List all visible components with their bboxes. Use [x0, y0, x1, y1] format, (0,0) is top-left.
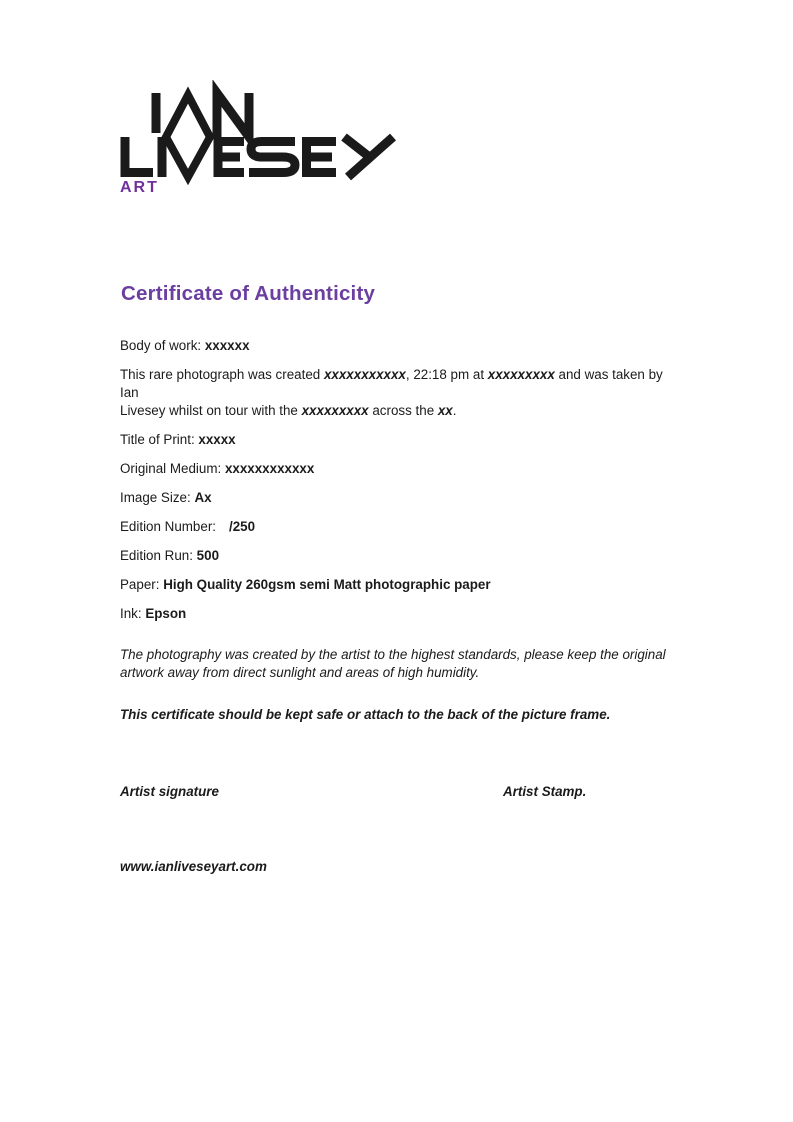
intro-text: across the — [368, 403, 438, 418]
field-image-size — [120, 489, 677, 507]
field-body-of-work — [120, 337, 677, 355]
placeholder-location: xxxxxxxxx — [487, 367, 555, 382]
intro-text: This rare photograph was created — [120, 367, 324, 382]
field-label: Body of work: — [120, 338, 205, 353]
logo-letter-e2 — [307, 142, 337, 173]
website-url: www.ianliveseyart.com — [120, 859, 267, 874]
care-note-line2: artwork away from direct sunlight and areas of high humidity. — [120, 665, 480, 680]
field-edition-number — [120, 518, 677, 536]
care-note-line1: The photography was created by the artist to the highest standards, please keep the original — [120, 647, 666, 662]
signature-row — [120, 783, 677, 801]
field-label: Edition Number: — [120, 519, 217, 534]
placeholder-date: xxxxxxxxxxx — [323, 367, 406, 382]
field-label: Ink: — [120, 606, 146, 621]
field-label: Title of Print: — [120, 432, 199, 447]
field-value: 500 — [196, 548, 220, 563]
field-title-of-print — [120, 431, 677, 449]
artist-signature-label: Artist signature — [120, 784, 219, 799]
logo-letter-n — [217, 93, 249, 137]
field-value: xxxxx — [198, 432, 236, 447]
brand-logo-graphic — [110, 80, 450, 200]
intro-text: Livesey whilst on tour with the — [120, 403, 302, 418]
care-note — [120, 646, 677, 682]
artist-stamp-label: Artist Stamp. — [503, 784, 587, 799]
page-title: Certificate of Authenticity — [121, 282, 376, 305]
logo-letter-s — [249, 142, 295, 173]
certificate-body — [120, 337, 677, 887]
field-label: Original Medium: — [120, 461, 225, 476]
logo-letter-l — [125, 137, 153, 173]
field-label: Edition Run: — [120, 548, 197, 563]
logo-diamond-av — [166, 95, 210, 177]
field-original-medium — [120, 460, 677, 478]
field-value: xxxxxx — [204, 338, 250, 353]
intro-text: . — [452, 403, 457, 418]
field-edition-run — [120, 547, 677, 565]
intro-text: , 22:18 pm at — [405, 367, 488, 382]
field-ink — [120, 605, 677, 623]
keep-safe-note: This certificate should be kept safe or attach to the back of the picture frame. — [120, 707, 611, 722]
field-label: Image Size: — [120, 490, 195, 505]
logo-art-label: ART — [120, 179, 159, 196]
field-value: Epson — [145, 606, 187, 621]
field-paper — [120, 576, 677, 594]
field-label: Paper: — [120, 577, 164, 592]
intro-paragraph — [120, 366, 677, 420]
field-value: High Quality 260gsm semi Matt photographic paper — [163, 577, 491, 592]
field-value: Ax — [194, 490, 212, 505]
placeholder-tour: xxxxxxxxx — [301, 403, 369, 418]
intro-text: and was taken by Ian — [120, 367, 663, 400]
brand-logo — [110, 80, 450, 200]
field-value: xxxxxxxxxxxx — [224, 461, 315, 476]
field-value: /250 — [229, 519, 256, 534]
placeholder-country: xx — [437, 403, 453, 418]
logo-letter-e1 — [218, 142, 244, 173]
